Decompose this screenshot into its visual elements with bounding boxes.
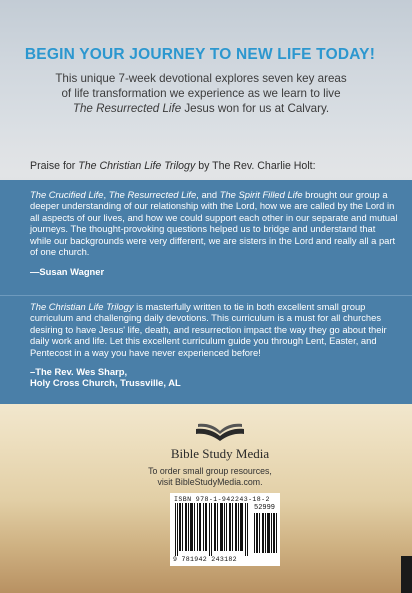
testimonial-1-text: brought our group a deeper understanding of our relationship with the Lord, how we are called by the Lord in all aspects of our lives, and how we could support each other in our separate and mutual journeys. The thought-provoking questions helped us to bridge and understand that while our backgrounds were very different, we are sisters in the Lord and really all a part of one church. xyxy=(30,189,398,258)
praise-suffix: by The Rev. Charlie Holt: xyxy=(195,160,316,172)
barcode-bars xyxy=(174,503,252,556)
testimonial-2-attribution xyxy=(30,366,398,388)
testimonial-1-title-1: The Crucified Life xyxy=(30,189,104,200)
publisher-name: Bible Study Media xyxy=(170,446,270,461)
testimonial-2-attribution-name: –The Rev. Wes Sharp, xyxy=(30,366,128,378)
intro-line-3-rest: Jesus won for us at Calvary. xyxy=(181,102,330,115)
intro-line-2: of life transformation we experience as we learn to live xyxy=(61,87,341,100)
isbn-text: ISBN 978-1-942243-18-2 xyxy=(174,496,270,503)
isbn-barcode xyxy=(170,493,280,566)
testimonial-2-attribution-church: Holy Cross Church, Trussville, AL xyxy=(30,377,181,389)
testimonial-2-body xyxy=(30,301,398,358)
testimonial-1-title-3: The Spirit Filled Life xyxy=(219,189,303,200)
price-barcode-bars xyxy=(254,513,278,553)
testimonial-1-separator: , xyxy=(103,189,109,200)
testimonial-1-body xyxy=(30,189,398,257)
barcode-digits: 9 781942 243182 xyxy=(173,556,237,563)
praise-prefix: Praise for xyxy=(30,160,79,172)
testimonial-2 xyxy=(0,295,412,404)
intro-line-1: This unique 7-week devotional explores seven key areas xyxy=(55,72,347,85)
intro-line-3 xyxy=(36,101,366,116)
intro-book-title: The Resurrected Life xyxy=(72,102,182,115)
testimonial-2-text: is masterfully written to tie in both excellent small group curriculum and challenging daily devotions. This curriculum is a must for all churches desiring to have Jesus' life, death, and resurrection impact the way they go about their daily work and life. Let this excellent curriculum guide you through Lent, Easter, and Pentecost in a way you have never experienced before! xyxy=(30,301,387,358)
praise-title: The Christian Life Trilogy xyxy=(78,160,196,172)
order-line-2: visit BibleStudyMedia.com. xyxy=(157,477,263,487)
order-info xyxy=(140,466,280,488)
testimonial-2-title: The Christian Life Trilogy xyxy=(30,301,134,312)
testimonial-1 xyxy=(0,180,412,295)
testimonial-1-title-2: The Resurrected Life xyxy=(108,189,197,200)
price-code-text: 52999 xyxy=(254,504,276,512)
dark-corner-mark xyxy=(401,556,412,593)
testimonial-1-separator: , and xyxy=(196,189,220,200)
headline: BEGIN YOUR JOURNEY TO NEW LIFE TODAY! xyxy=(24,46,376,63)
intro-text xyxy=(36,71,366,116)
praise-heading xyxy=(30,160,390,172)
bible-study-media-logo-icon xyxy=(160,421,280,443)
testimonial-1-attribution: —Susan Wagner xyxy=(30,266,105,278)
order-line-1: To order small group resources, xyxy=(148,466,272,476)
